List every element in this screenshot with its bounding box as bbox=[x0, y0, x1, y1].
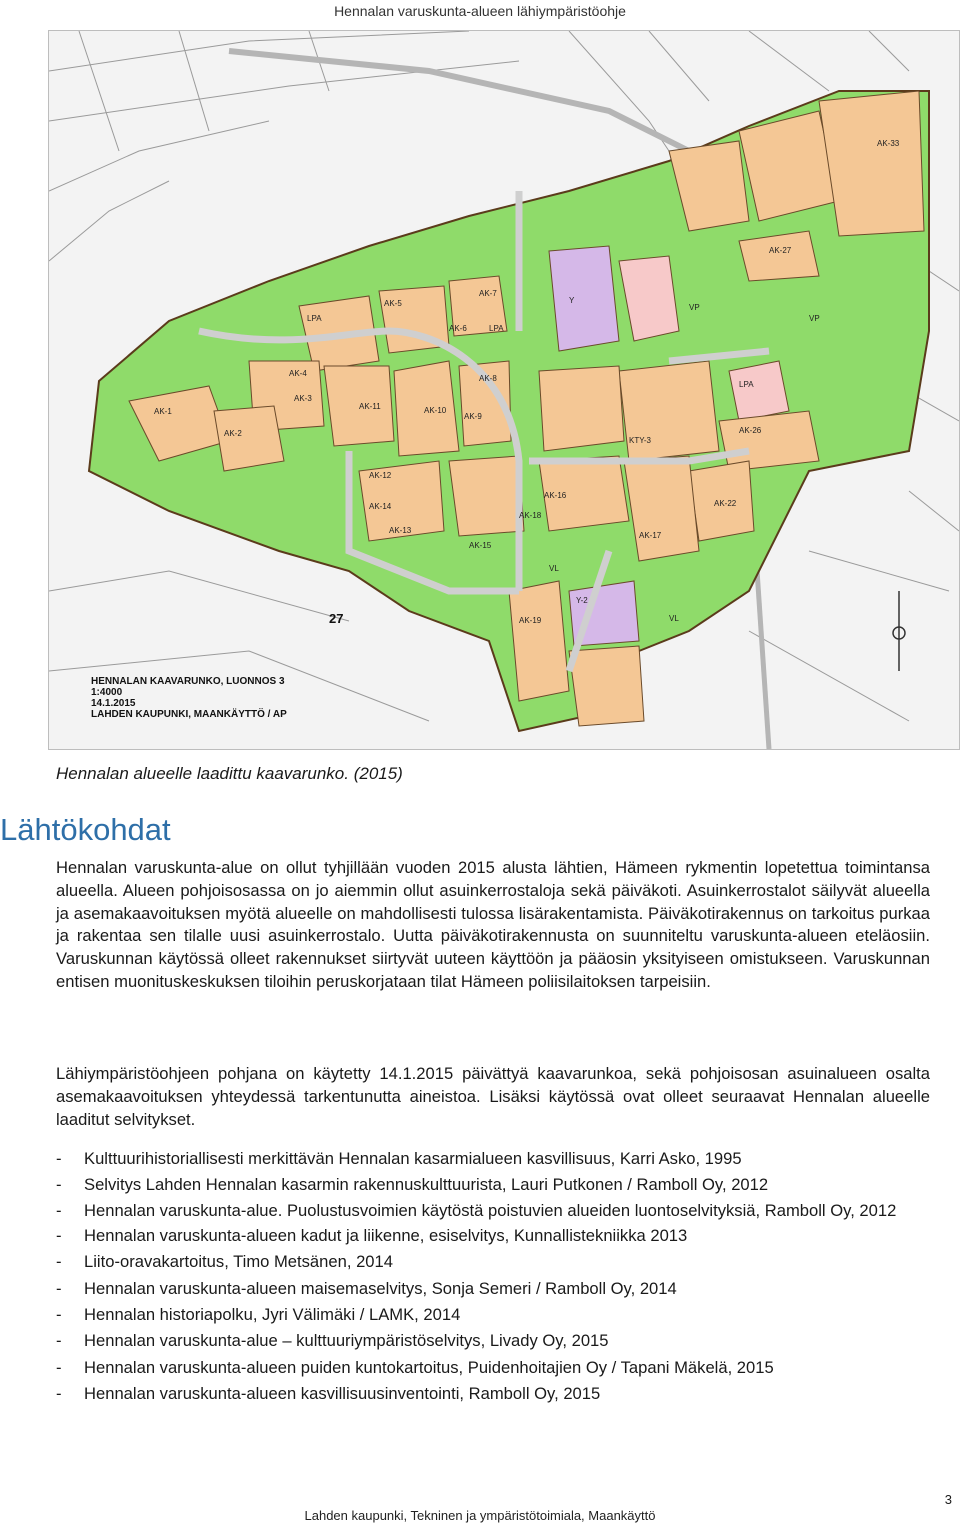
list-item-text: Kulttuurihistoriallisesti merkittävän Hennalan kasarmialueen kasvillisuus, Karri Asko, 1995 bbox=[84, 1149, 742, 1168]
section-heading: Lähtökohdat bbox=[0, 812, 171, 847]
svg-text:VP: VP bbox=[689, 303, 700, 312]
svg-text:AK-16: AK-16 bbox=[544, 491, 567, 500]
svg-text:AK-17: AK-17 bbox=[639, 531, 662, 540]
list-item-text: Hennalan varuskunta-alue – kulttuuriympäristöselvitys, Livady Oy, 2015 bbox=[84, 1331, 609, 1351]
paragraph-sources bbox=[56, 1063, 930, 1131]
svg-text:AK-3: AK-3 bbox=[294, 394, 312, 403]
svg-text:AK-27: AK-27 bbox=[769, 246, 792, 255]
list-dash: - bbox=[56, 1305, 62, 1325]
page-footer: Lahden kaupunki, Tekninen ja ympäristötoimiala, Maankäyttö bbox=[304, 1508, 656, 1523]
svg-text:AK-22: AK-22 bbox=[714, 499, 737, 508]
list-item-text: Hennalan varuskunta-alueen puiden kuntokartoitus, Puidenhoitajien Oy / Tapani Mäkelä, 2015 bbox=[84, 1357, 774, 1377]
svg-text:Y-2: Y-2 bbox=[576, 596, 588, 605]
svg-text:AK-8: AK-8 bbox=[479, 374, 497, 383]
page-number: 3 bbox=[944, 1492, 952, 1507]
paragraph-1-text: Hennalan varuskunta-alue on ollut tyhjillään vuoden 2015 alusta lähtien, Hämeen rykmentin lopetettua toimintansa alueella. Alueen pohjoisosassa on jo aiemmin ollut asuinkerrostaloja sekä päiväkoti. Asuinkerrostalot säilyvät alueella ja asemakaavoituksen myötä alueelle on mahdollisesti tulossa lisärakentamista. Päiväkotirakennus on tarkoitus purkaa ja rakentaa sen tilalle uusi asuinkerrostalo. Uutta päiväkotirakennusta on suunniteltu varuskunta-alueen eteläosiin. Varuskunnan käytössä olleet rakennukset siirtyvät uuteen käyttöön ja pääosin yksityiseen omistukseen. Varuskunnan entisen muonituskeskuksen tiloihin peruskorjataan tilat Hämeen poliisilaitoksen tarpeisiin. bbox=[56, 858, 930, 991]
list-item bbox=[56, 1355, 930, 1381]
list-dash: - bbox=[56, 1357, 62, 1377]
list-item-text: Hennalan varuskunta-alueen kadut ja liikenne, esiselvitys, Kunnallistekniikka 2013 bbox=[84, 1225, 688, 1245]
list-dash: - bbox=[56, 1384, 62, 1404]
list-dash: - bbox=[56, 1252, 62, 1272]
list-item bbox=[56, 1328, 930, 1354]
svg-text:AK-19: AK-19 bbox=[519, 616, 542, 625]
svg-text:LPA: LPA bbox=[739, 380, 754, 389]
svg-text:AK-11: AK-11 bbox=[359, 402, 381, 411]
svg-text:LPA: LPA bbox=[307, 314, 322, 323]
list-dash: - bbox=[56, 1278, 62, 1298]
svg-text:AK-13: AK-13 bbox=[389, 526, 412, 535]
reference-list bbox=[56, 1146, 930, 1408]
stamp-line: HENNALAN KAAVARUNKO, LUONNOS 3 bbox=[91, 676, 285, 687]
svg-text:AK-7: AK-7 bbox=[479, 289, 497, 298]
list-item bbox=[56, 1249, 930, 1275]
list-dash: - bbox=[56, 1175, 62, 1195]
running-header: Hennalan varuskunta-alueen lähiympäristöohje bbox=[334, 3, 626, 19]
svg-text:AK-1: AK-1 bbox=[154, 407, 172, 416]
list-item bbox=[56, 1223, 930, 1249]
zoning-plan-drawing bbox=[49, 31, 959, 749]
list-item-text: Hennalan varuskunta-alueen kasvillisuusinventointi, Ramboll Oy, 2015 bbox=[84, 1384, 601, 1404]
stamp-line: LAHDEN KAUPUNKI, MAANKÄYTTÖ / AP bbox=[91, 709, 287, 720]
list-dash: - bbox=[56, 1331, 62, 1351]
svg-text:AK-9: AK-9 bbox=[464, 412, 482, 421]
list-item bbox=[56, 1199, 930, 1223]
svg-text:VL: VL bbox=[669, 614, 679, 623]
paragraph-2-text: Lähiympäristöohjeen pohjana on käytetty 14.1.2015 päivättyä kaavarunkoa, sekä pohjoisosan asuinalueen osalta asemakaavoituksen yhteydessä tarkentunutta aineistoa. Lisäksi käytössä ovat olleet seuraavat Hennalan alueelle laaditut selvitykset. bbox=[56, 1064, 930, 1129]
svg-text:AK-33: AK-33 bbox=[877, 139, 900, 148]
svg-text:LPA: LPA bbox=[489, 324, 504, 333]
stamp-line: 1:4000 bbox=[91, 687, 123, 698]
svg-text:27: 27 bbox=[329, 611, 344, 626]
svg-text:VL: VL bbox=[549, 564, 559, 573]
list-item-text: Selvitys Lahden Hennalan kasarmin rakennuskulttuurista, Lauri Putkonen / Ramboll Oy, 2012 bbox=[84, 1175, 769, 1195]
list-item bbox=[56, 1381, 930, 1407]
map-title-stamp bbox=[91, 676, 287, 720]
map-north-symbol bbox=[893, 591, 905, 671]
svg-text:VP: VP bbox=[809, 314, 820, 323]
list-dash: - bbox=[56, 1200, 62, 1220]
svg-text:AK-26: AK-26 bbox=[739, 426, 762, 435]
list-item bbox=[56, 1276, 930, 1302]
svg-text:AK-15: AK-15 bbox=[469, 541, 492, 550]
list-item bbox=[56, 1172, 930, 1198]
list-item bbox=[56, 1146, 930, 1172]
map-caption: Hennalan alueelle laadittu kaavarunko. (2015) bbox=[56, 764, 403, 783]
svg-text:AK-18: AK-18 bbox=[519, 511, 542, 520]
list-item-text: Hennalan varuskunta-alueen maisemaselvitys, Sonja Semeri / Ramboll Oy, 2014 bbox=[84, 1278, 677, 1298]
zoning-plan-map bbox=[48, 30, 960, 750]
stamp-line: 14.1.2015 bbox=[91, 698, 136, 709]
paragraph-context bbox=[56, 857, 930, 994]
svg-text:AK-14: AK-14 bbox=[369, 502, 392, 511]
svg-text:KTY-3: KTY-3 bbox=[629, 436, 651, 445]
svg-text:AK-12: AK-12 bbox=[369, 471, 392, 480]
svg-text:AK-10: AK-10 bbox=[424, 406, 447, 415]
svg-text:AK-5: AK-5 bbox=[384, 299, 402, 308]
svg-text:AK-6: AK-6 bbox=[449, 324, 467, 333]
svg-text:Y: Y bbox=[569, 296, 575, 305]
svg-text:AK-2: AK-2 bbox=[224, 429, 242, 438]
list-item-text: Liito-oravakartoitus, Timo Metsänen, 2014 bbox=[84, 1252, 393, 1272]
list-dash: - bbox=[56, 1225, 62, 1245]
list-dash: - bbox=[56, 1149, 62, 1168]
list-item-text: Hennalan historiapolku, Jyri Välimäki / LAMK, 2014 bbox=[84, 1305, 461, 1325]
svg-text:AK-4: AK-4 bbox=[289, 369, 307, 378]
list-item-text: Hennalan varuskunta-alue. Puolustusvoimien käytöstä poistuvien alueiden luontoselvityksiä, Ramboll Oy, 2012 bbox=[84, 1200, 897, 1220]
list-item bbox=[56, 1302, 930, 1328]
